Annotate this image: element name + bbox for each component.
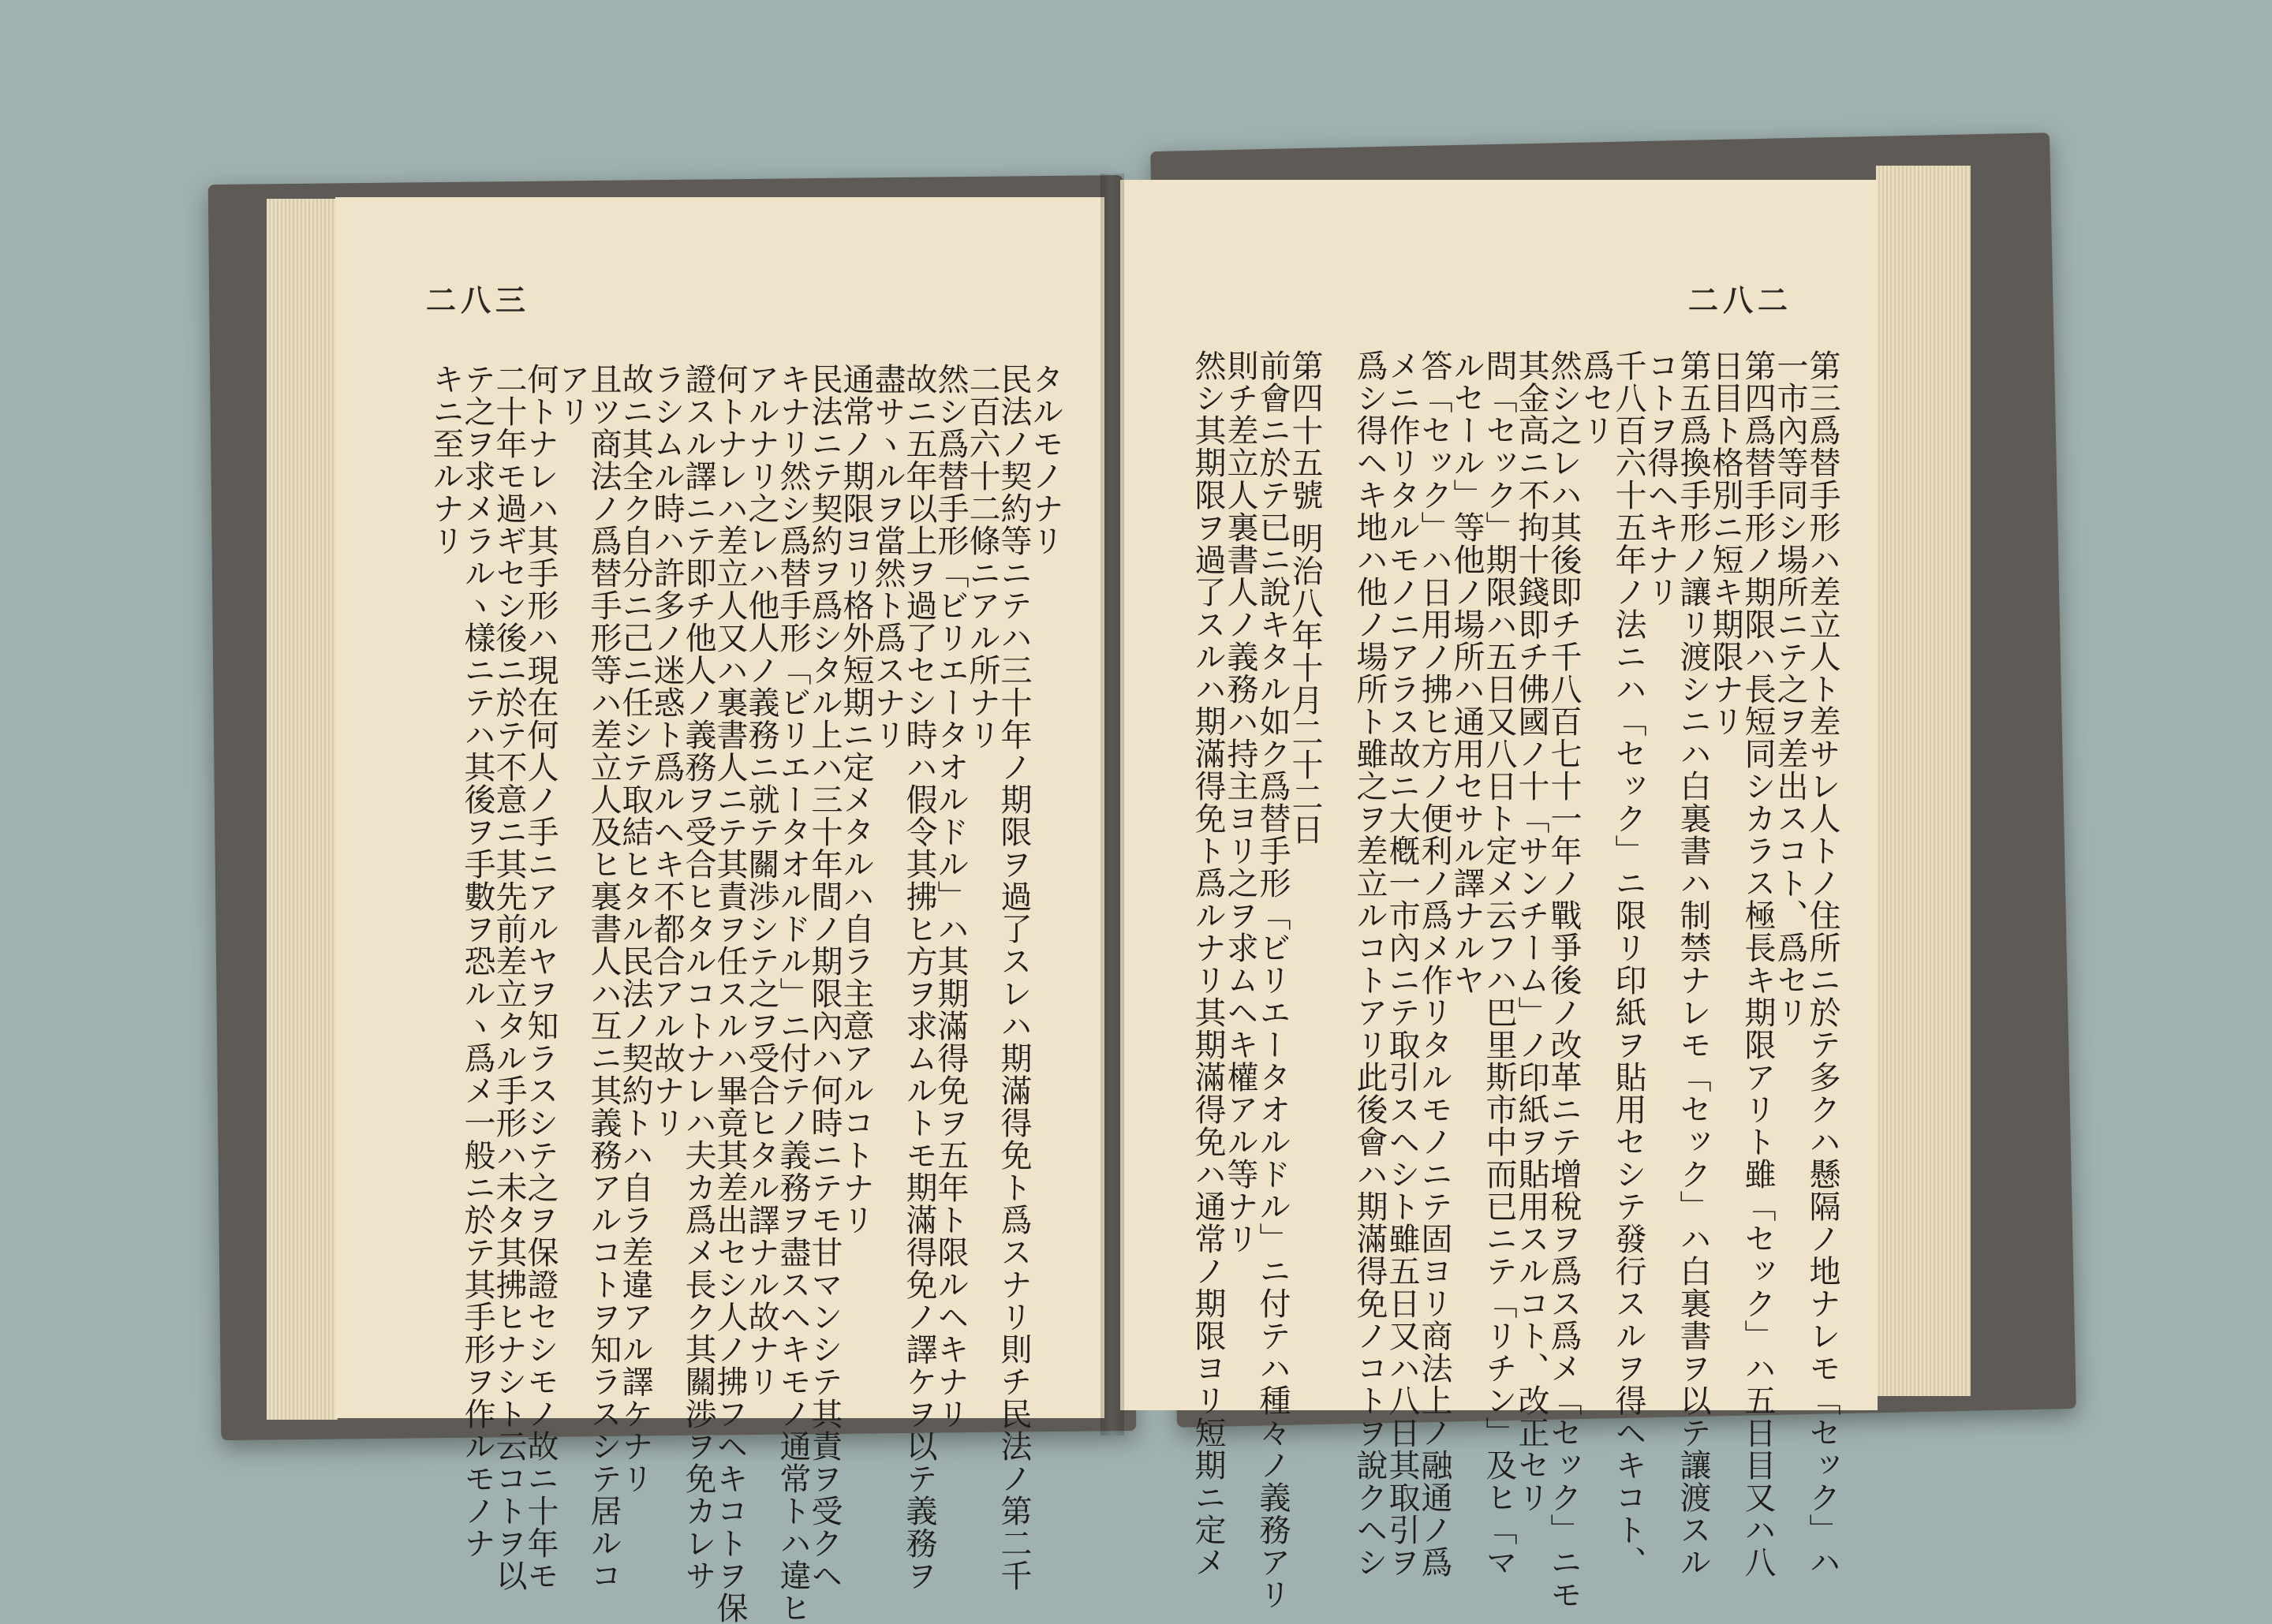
text-column: 故ニ其全ク自分ニ己ニ任シテ取結ヒタル民法ノ契約トハ自ラ差違アル譯ケナリ [617,363,653,1495]
text-column: 何トナレハ差立人又ハ裏書人ニテ其責ヲ任スルハ畢竟其差出セシ人ノ拂フヘキコトヲ保 [712,363,748,1624]
text-column: アリ [554,363,590,427]
text-column: コトヲ得ヘキナリ [1642,349,1679,608]
text-column: 則チ差立人裏書人ノ義務ハ持主ヨリ之ヲ求ムヘキ權アル等ナリ [1222,349,1258,1255]
right-page [1120,180,1878,1611]
text-column: 二百六十二條ニアル所ナリ [964,363,1000,751]
text-column: 答「セック」ハ日用ノ拂ヒ方ノ便利ノ爲メ作リタルモノニテ固ヨリ商法上ノ融通ノ爲 [1416,349,1452,1578]
text-column: 第四爲替手形ノ期限ハ長短同シカラス極長キ期限アリト雖「セック」ハ五日目又ハ八 [1740,349,1776,1578]
text-column: 然シ爲替手形「ビリエータオルドル」ハ其期滿得免ヲ五年ト限ルヘキナリ [932,363,969,1430]
book-gutter [1100,174,1124,1435]
text-column: 爲セリ [1578,349,1614,446]
text-column: 故ニ五年以上ヲ過了セシ時ハ假令其拂ヒ方ヲ求ムルトモ期滿得免ノ譯ケヲ以テ義務ヲ [901,363,937,1592]
right-page-edge [1876,166,1971,1396]
text-column: アルナリ之レハ他人ノ義務ニ就テ關渉シテ之ヲ受合ヒタル譯ナル故ナリ [743,363,779,1398]
text-column: ルセール」等他ノ場所ハ通用セサル譯ナルヤ [1448,349,1485,996]
text-column: ラシムル時ハ許多ノ迷惑ト爲ルヘキ不都合アル故ナリ [648,363,685,1139]
text-column: キニ至ルナリ [428,363,464,557]
text-column: 問「セック」期限ハ五日又八日ト定メ云フハ巴里斯市中而已ニテ「リチン」及ヒ「マ [1481,349,1517,1578]
text-column: 一市內等同シ場所ニテ之ヲ差出スコト、爲セリ [1772,349,1808,1029]
text-column: 日目ト格別ニ短キ期限ナリ [1707,349,1743,737]
left-page [335,197,1104,1624]
text-column: 盡サヽルヲ當然ト爲スナリ [869,363,906,751]
text-column: 第三爲替手形ハ差立人ト差サレ人トノ住所ニ於テ多クハ懸隔ノ地ナレモ「セック」ハ [1804,349,1840,1578]
text-column: 且ツ商法ノ爲替手形等ハ差立人及ヒ裏書人ハ互ニ其義務アルコトヲ知ラスシテ居ルコ [585,363,622,1592]
text-column: 證スル譯ニテ即チ他人ノ義務ヲ受合ヒタルコトナレハ夫カ爲メ長ク其關渉ヲ免カレサ [680,363,716,1592]
page-number-left: 二八三 [426,282,531,318]
text-column: テ之ヲ求メラルヽ樣ニテハ其後ヲ手數ヲ恐ルヽ爲メ一般ニ於テ其手形ヲ作ルモノナ [459,363,495,1559]
text-column: 前會ニ於テ已ニ說キタル如ク爲替手形「ビリエータオルドル」ニ付テハ種々ノ義務アリ [1254,349,1291,1611]
text-column: 何トナレハ其手形ハ現在何人ノ手ニアルヤヲ知ラスシテ之ヲ保證セシモノ故ニ十年モ [522,363,559,1592]
text-column: 爲シ得ヘキ地ハ他ノ場所ト雖之ヲ差立ルコトアリ此後會ハ期滿得免ノコトヲ說クヘシ [1351,349,1388,1578]
text-column: 第四十五號 明治八年十月二十二日 [1287,349,1323,846]
text-column: キナリ然シ爲替手形「ビリエータオルドル」ニ付テノ義務ヲ盡スヘキモノ通常トハ違ヒ [775,363,811,1624]
text-column: 其金高ニ不拘十錢即チ佛國ノ十「サンチーム」ノ印紙ヲ貼用スルコト、改正セリ [1513,349,1549,1514]
text-column: 通常ノ期限ヨリ格外短期ニ定メタルハ自ラ主意アルコトナリ [838,363,874,1236]
text-column: 然シ之レハ其後即チ千八百七十一年ノ戰爭後ノ改革ニテ增稅ヲ爲ス爲メ「セック」ニモ [1545,349,1582,1611]
text-column: 民法ニテ契約ヲ爲シタル上ハ三十年間ノ期限內ハ何時ニテモ甘マンシテ其責ヲ受クヘ [806,363,843,1592]
text-column: 民法ノ契約等ニテハ三十年ノ期限ヲ過了スレハ期滿得免ト爲スナリ則チ民法ノ第二千 [996,363,1032,1592]
left-page-edge [267,199,338,1420]
page-number-right: 二八二 [1688,282,1793,318]
text-column: 二十年モ過ギセシ後ニ於テ不意ニ其先前差立タル手形ハ未タ其拂ヒナシト云コトヲ以 [491,363,527,1592]
text-column: タルモノナリ [1027,363,1063,557]
text-column: メニ作リタルモノニアラス故ニ大槪一市內ニテ取引スヘシト雖五日又ハ八日其取引ヲ [1384,349,1420,1578]
text-column: 然シ其期限ヲ過了スルハ期滿得免ト爲ルナリ其期滿得免ハ通常ノ期限ヨリ短期ニ定メ [1190,349,1226,1578]
text-column: 千八百六十五年ノ法ニハ「セック」ニ限リ印紙ヲ貼用セシテ發行スルヲ得ヘキコト、 [1610,349,1646,1578]
text-column: 第五爲換手形ノ讓リ渡シニハ白裏書ハ制禁ナレモ「セック」ハ白裏書ヲ以テ讓渡スル [1675,349,1711,1578]
